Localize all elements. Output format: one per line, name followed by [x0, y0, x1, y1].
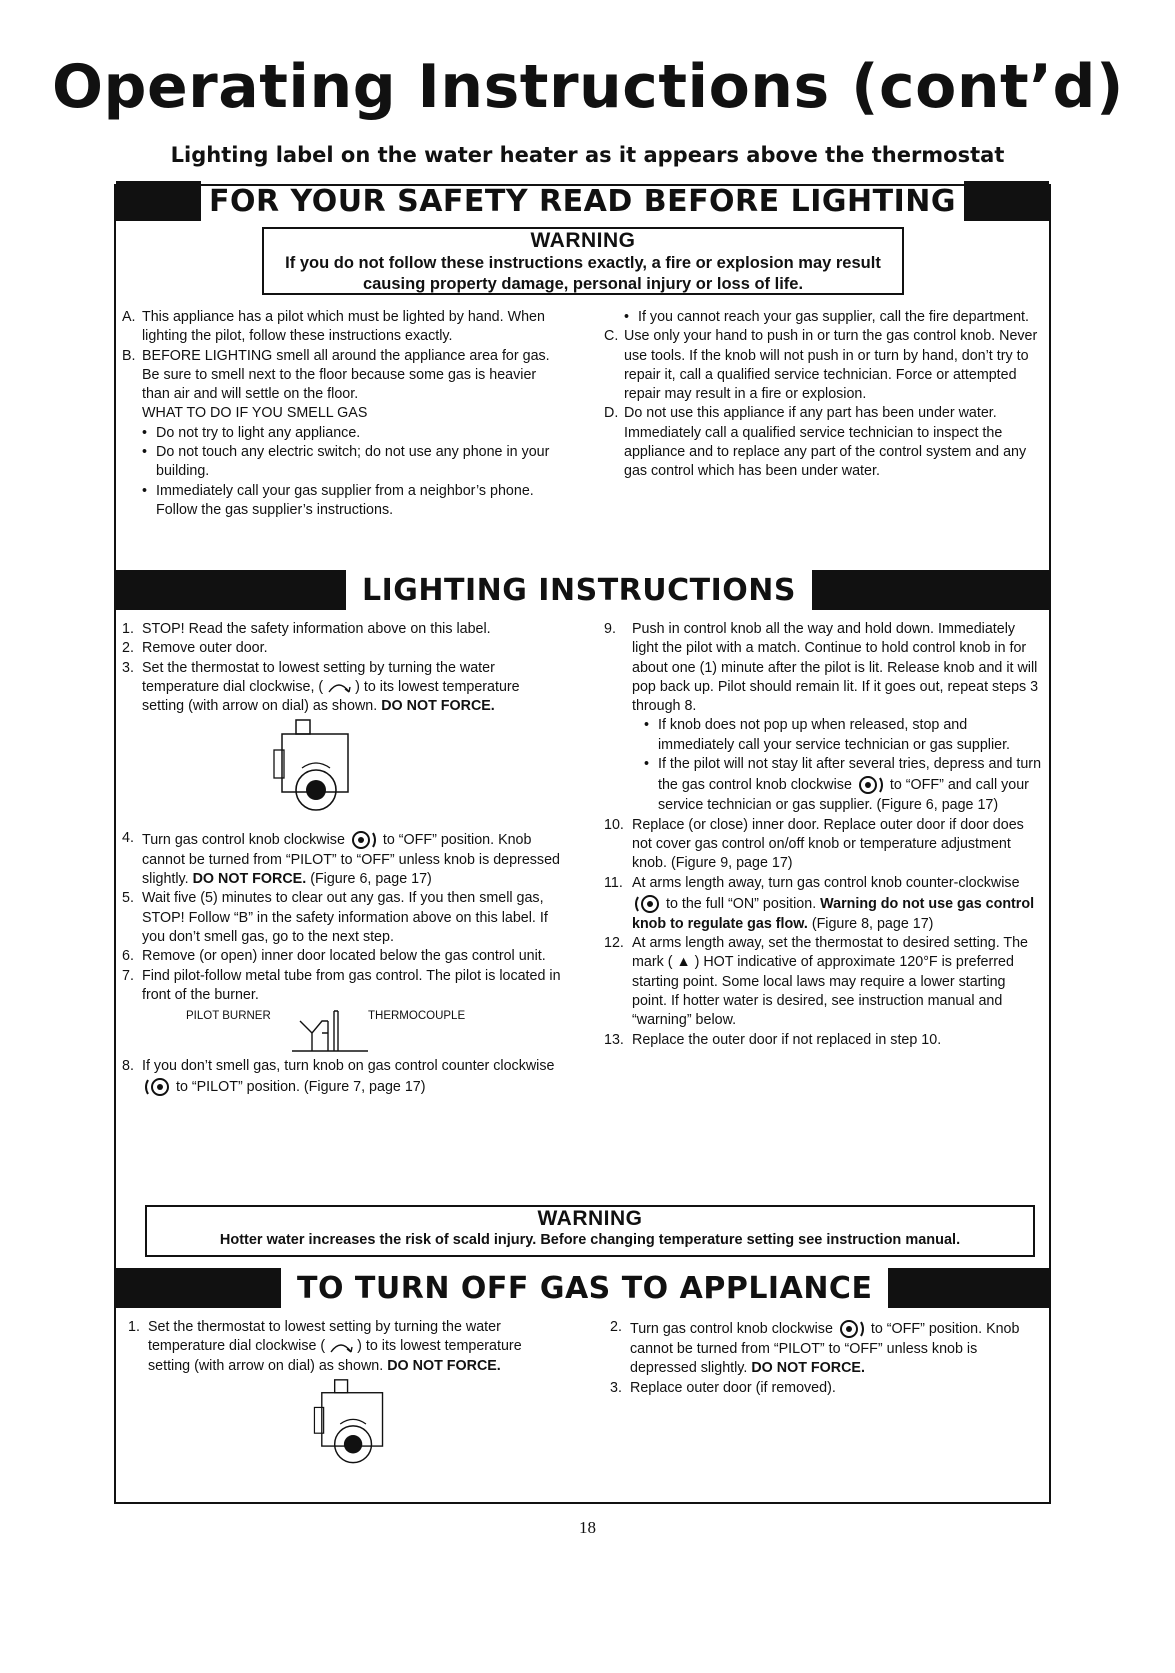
step-4-force: DO NOT FORCE.: [192, 871, 307, 888]
step-11-ref: (Figure 8, page 17): [811, 915, 934, 932]
knob-clockwise-icon: [349, 829, 379, 851]
step-9-bullet-1: If knob does not pop up when released, stop and immediately call your service technician or gas supplier.: [658, 717, 1011, 753]
knob-counterclockwise-icon: [142, 1076, 172, 1098]
step-12: At arms length away, set the thermostat to desired setting. The mark ( ▲ ) HOT indicative of approximate 120°F is preferred starting point. Some local laws may require a lower starting point. If hotter water is desired, see instruction manual and “warning” below.: [632, 935, 1029, 1029]
turnoff-right-column: 2. Turn gas control knob clockwise to “OFF” position. Knob cannot be turned from “PILOT” to “OFF” unless knob is depressed slightly. DO NOT FORCE. 3. Replace outer door (if removed).: [610, 1318, 1044, 1398]
safety-bullet-4: If you cannot reach your gas supplier, call the fire department.: [638, 309, 1030, 325]
turnoff-banner: [116, 1268, 1049, 1308]
clockwise-arrow-icon: [327, 680, 351, 694]
thermostat-dial-icon: [312, 1378, 396, 1470]
thermocouple-label: THERMOCOUPLE: [368, 1010, 466, 1023]
step-4-ref: (Figure 6, page 17): [310, 871, 432, 888]
step-3-force: DO NOT FORCE.: [381, 698, 495, 715]
lighting-banner-text: LIGHTING INSTRUCTIONS: [362, 572, 796, 608]
turnoff-step-3: Replace outer door (if removed).: [630, 1379, 836, 1396]
step-13: Replace the outer door if not replaced in step 10.: [632, 1031, 942, 1048]
safety-warning-box: [262, 227, 904, 295]
thermostat-dial-icon: [272, 718, 362, 818]
banner-bar-right: [812, 570, 1049, 610]
lighting-left-column: 1. STOP! Read the safety information above on this label. 2. Remove outer door. 3. Set the thermostat to lowest setting by turning the water temperature dial clockwise, ( ) to its lowest temperature setting (with arrow on dial) as shown. DO NOT FORCE. 4. Turn gas control knob clockwise to “OFF” position. Knob cannot be turned from “PILOT” to “OFF” unless knob is depressed slightly. DO NOT FORCE. (Figure 6, page 17) 5. Wait five (5) minutes to clear out any gas. If you then smell gas, STOP! Follow “B” in the safety information above on this label. If you don’t smell gas, go to the next step. 6. Remove (or open) inner door located below the gas control unit. 7. Find pilot-follow metal tube from gas control. The pilot is located in front of the burner. PILOT BURNER THERMOCOUPLE 8. If you don’t smell gas, turn knob on gas control counter clockwise to “PILOT” position. (Figure 7, page 17): [122, 620, 562, 1098]
safety-bullet-2: Do not touch any electric switch; do not use any phone in your building.: [156, 444, 550, 480]
what-to-do-heading: WHAT TO DO IF YOU SMELL GAS: [142, 405, 368, 422]
step-9-bullet-2b: to “OFF” and call your service technician or gas supplier. (Figure 6, page 17): [658, 777, 1029, 814]
step-8-text-a: If you don’t smell gas, turn knob on gas control counter clockwise: [142, 1058, 555, 1075]
step-1: STOP! Read the safety information above on this label.: [142, 621, 491, 637]
safety-bullet-3: Immediately call your gas supplier from a neighbor’s phone. Follow the gas supplier’s instructions.: [156, 482, 534, 518]
knob-clockwise-icon: [837, 1318, 867, 1340]
step-2: Remove outer door.: [142, 640, 268, 657]
page-title: Operating Instructions (cont’d): [52, 52, 1124, 122]
step-9-bullet-2a: If the pilot will not stay lit after several tries, depress and turn the gas control knob clockwise: [658, 756, 1042, 794]
step-11-text-a: At arms length away, turn gas control knob counter-clockwise: [632, 874, 1020, 891]
pilot-burner-label: PILOT BURNER: [186, 1010, 271, 1023]
turnoff-left-column: 1. Set the thermostat to lowest setting by turning the water temperature dial clockwise ( ) to its lowest temperature setting (with arrow on dial) as shown. DO NOT FORCE.: [128, 1318, 558, 1480]
step-8-text-b: to “PILOT” position. (Figure 7, page 17): [175, 1079, 426, 1096]
turnoff-step-2-text-b: to “OFF” position. Knob cannot be turned from “PILOT” to “OFF” unless knob is depressed slightly.: [630, 1320, 1020, 1377]
knob-clockwise-icon: [856, 774, 886, 796]
safety-banner-text: FOR YOUR SAFETY READ BEFORE LIGHTING: [209, 183, 956, 219]
step-9: Push in control knob all the way and hold down. Immediately light the pilot with a match. Continue to hold control knob in for about one (1) minute after the pilot is lit. Release knob and it will pop back up. Pilot should remain lit. If it goes out, repeat steps 3 through 8.: [632, 621, 1039, 715]
safety-bullet-1: Do not try to light any appliance.: [156, 424, 361, 441]
pilot-burner-icon: [290, 1007, 370, 1053]
step-11-warning: Warning do not use gas control knob to regulate gas flow.: [632, 895, 1035, 932]
step-3-text-b: ) to its lowest temperature setting (with arrow on dial) as shown.: [142, 678, 520, 715]
lighting-right-column: 9. Push in control knob all the way and hold down. Immediately light the pilot with a match. Continue to hold control knob in for about one (1) minute after the pilot is lit. Release knob and it will pop back up. Pilot should remain lit. If it goes out, repeat steps 3 through 8. • If knob does not pop up when released, stop and immediately call your service technician or gas supplier. • If the pilot will not stay lit after several tries, depress and turn the gas control knob clockwise to “OFF” and call your service technician or gas supplier. (Figure 6, page 17) 10. Replace (or close) inner door. Replace outer door if door does not cover gas control on/off knob or temperature adjustment knob. (Figure 9, page 17) 11. At arms length away, turn gas control knob counter-clockwise to the full “ON” position. Warning do not use gas control knob to regulate gas flow. (Figure 8, page 17) 12. At arms length away, set the thermostat to desired setting. The mark ( ▲ ) HOT indicative of approximate 120°F is preferred starting point. Some local laws may require a lower starting point. If hotter water is desired, see instruction manual and “warning” below. 13. Replace the outer door if not replaced in step 10.: [604, 620, 1044, 1050]
step-6: Remove (or open) inner door located below the gas control unit.: [142, 948, 546, 965]
safety-b: BEFORE LIGHTING smell all around the appliance area for gas. Be sure to smell next to the floor because some gas is heavier than air and will settle on the floor.: [142, 347, 550, 403]
turnoff-banner-text: TO TURN OFF GAS TO APPLIANCE: [297, 1270, 873, 1306]
lighting-banner: [116, 570, 1049, 610]
safety-banner: [116, 181, 1049, 221]
banner-bar-left: [116, 570, 346, 610]
warning-text: Hotter water increases the risk of scald injury. Before changing temperature setting see instruction manual.: [219, 1232, 961, 1248]
safety-c: Use only your hand to push in or turn the gas control knob. Never use tools. If the knob will not push in or turn by hand, don’t try to repair it, call a qualified service technician. Force or attempted repair may result in a fire or explosion.: [624, 328, 1038, 403]
safety-right-column: • If you cannot reach your gas supplier, call the fire department. C. Use only your hand to push in or turn the gas control knob. Never use tools. If the knob will not push in or turn by hand, don’t try to repair it, call a qualified service technician. Force or attempted repair may result in a fire or explosion. D. Do not use this appliance if any part has been under water. Immediately call a qualified service technician to inspect the appliance and to replace any part of the control system and any gas control which has been under water.: [604, 308, 1044, 482]
turnoff-step-1-text-a: Set the thermostat to lowest setting by turning the water temperature dial clockwise (: [148, 1319, 501, 1355]
scald-warning-box: [145, 1205, 1035, 1257]
warning-title: WARNING: [530, 229, 636, 252]
step-4-text-a: Turn gas control knob clockwise: [142, 831, 345, 848]
page-subtitle: Lighting label on the water heater as it appears above the thermostat: [170, 143, 1005, 167]
warning-text: If you do not follow these instructions exactly, a fire or explosion may result causing property damage, personal injury or loss of life.: [285, 254, 881, 293]
warning-title: WARNING: [537, 1207, 643, 1230]
banner-bar-right: [888, 1268, 1049, 1308]
turnoff-step-1-text-b: ) to its lowest temperature setting (with arrow on dial) as shown.: [148, 1338, 522, 1374]
step-11-text-b: to the full “ON” position.: [665, 895, 817, 912]
step-10: Replace (or close) inner door. Replace outer door if door does not cover gas control on/off knob or temperature adjustment knob. (Figure 9, page 17): [632, 816, 1024, 872]
turnoff-step-2-force: DO NOT FORCE.: [751, 1360, 865, 1377]
banner-bar-left: [116, 181, 201, 221]
banner-bar-right: [964, 181, 1049, 221]
turnoff-step-2-text-a: Turn gas control knob clockwise: [630, 1320, 833, 1337]
knob-counterclockwise-icon: [632, 893, 662, 915]
step-5: Wait five (5) minutes to clear out any gas. If you then smell gas, STOP! Follow “B” in the safety information above on this label. If you don’t smell gas, go to the next step.: [142, 890, 548, 945]
safety-d: Do not use this appliance if any part has been under water. Immediately call a qualified service technician to inspect the appliance and to replace any part of the control system and any gas control which has been under water.: [624, 405, 1027, 480]
clockwise-arrow-icon: [329, 1340, 353, 1354]
banner-bar-left: [116, 1268, 281, 1308]
step-7: Find pilot-follow metal tube from gas control. The pilot is located in front of the burner.: [142, 967, 561, 1003]
turnoff-step-1-force: DO NOT FORCE.: [387, 1357, 501, 1374]
safety-left-column: A. This appliance has a pilot which must be lighted by hand. When lighting the pilot, follow these instructions exactly. B. BEFORE LIGHTING smell all around the appliance area for gas. Be sure to smell next to the floor because some gas is heavier than air and will settle on the floor. WHAT TO DO IF YOU SMELL GAS • Do not try to light any appliance. • Do not touch any electric switch; do not use any phone in your building. • Immediately call your gas supplier from a neighbor’s phone. Follow the gas supplier’s instructions.: [122, 308, 562, 520]
page-number: 18: [579, 1518, 596, 1537]
step-4-text-b: to “OFF” position. Knob cannot be turned from “PILOT” to “OFF” unless knob is depressed slightly.: [142, 831, 560, 888]
safety-a: This appliance has a pilot which must be lighted by hand. When lighting the pilot, follow these instructions exactly.: [142, 309, 545, 345]
step-3-text-a: Set the thermostat to lowest setting by turning the water temperature dial clockwise, (: [142, 659, 495, 695]
